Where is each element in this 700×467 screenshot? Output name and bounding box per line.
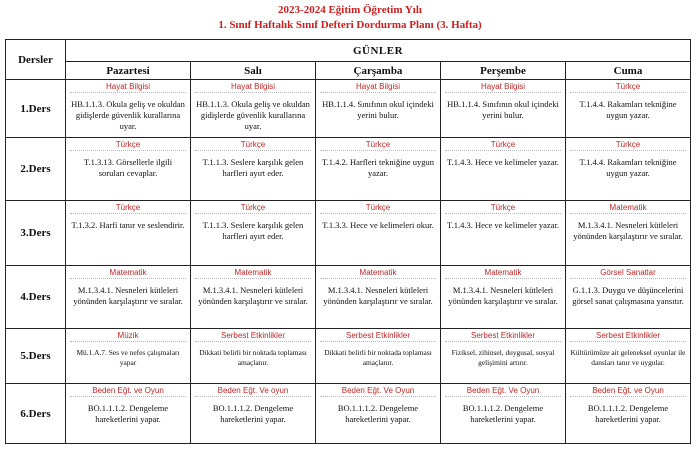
lesson-label: 5.Ders bbox=[6, 329, 66, 384]
subject-label: Türkçe bbox=[570, 138, 686, 151]
plan-title: 1. Sınıf Haftalık Sınıf Defteri Dordurma Planı (3. Hafta) bbox=[218, 19, 482, 31]
subject-label: Müzik bbox=[70, 329, 186, 342]
lesson-label: 3.Ders bbox=[6, 201, 66, 266]
subject-label: Matematik bbox=[195, 266, 311, 279]
lesson-cell bbox=[66, 266, 191, 329]
day-header-carsamba: Çarşamba bbox=[316, 62, 441, 80]
objective-text: T.1.4.2. Harfleri tekniğine uygun yazar. bbox=[322, 157, 434, 178]
objective-text: M.1.3.4.1. Nesneleri kütleleri yönünden karşılaştırır ve sıralar. bbox=[323, 285, 433, 306]
lesson-cell bbox=[441, 384, 566, 444]
subject-label: Matematik bbox=[320, 266, 436, 279]
schedule-table bbox=[5, 39, 691, 444]
objective-text: HB.1.1.3. Okula geliş ve okuldan gidişlerde güvenlik kurallarına uyar. bbox=[71, 99, 185, 131]
objective-text: BO.1.1.1.2. Dengeleme hareketlerini yapar. bbox=[462, 403, 544, 424]
objective-text: BO.1.1.1.2. Dengeleme hareketlerini yapar. bbox=[337, 403, 419, 424]
subject-label: Görsel Sanatlar bbox=[570, 266, 686, 279]
objective-text: HB.1.1.3. Okula geliş ve okuldan gidişlerde güvenlik kurallarına uyar. bbox=[196, 99, 310, 131]
lesson-cell bbox=[566, 138, 691, 201]
subject-label: Beden Eğt. Ve Oyun bbox=[320, 384, 436, 397]
lesson-label: 6.Ders bbox=[6, 384, 66, 444]
objective-text: G.1.1.3. Duygu ve düşüncelerini görsel sanat çalışmasına yansıtır. bbox=[572, 285, 684, 306]
lesson-row-6 bbox=[6, 384, 691, 444]
objective-text: BO.1.1.1.2. Dengeleme hareketlerini yapar. bbox=[87, 403, 169, 424]
subject-label: Matematik bbox=[445, 266, 561, 279]
lesson-label: 1.Ders bbox=[6, 80, 66, 138]
dersler-header: Dersler bbox=[6, 40, 66, 80]
objective-text: HB.1.1.4. Sınıfının okul içindeki yerini bulur. bbox=[322, 99, 434, 120]
lesson-cell bbox=[191, 138, 316, 201]
subject-label: Serbest Etkinlikler bbox=[195, 329, 311, 342]
subject-label: Serbest Etkinlikler bbox=[570, 329, 686, 342]
lesson-cell bbox=[191, 266, 316, 329]
lesson-row-3 bbox=[6, 201, 691, 266]
school-year-title: 2023-2024 Eğitim Öğretim Yılı bbox=[278, 4, 422, 16]
subject-label: Matematik bbox=[570, 201, 686, 214]
subject-label: Türkçe bbox=[320, 201, 436, 214]
lesson-cell bbox=[66, 329, 191, 384]
lesson-cell bbox=[441, 201, 566, 266]
subject-label: Hayat Bilgisi bbox=[320, 80, 436, 93]
objective-text: M.1.3.4.1. Nesneleri kütleleri yönünden karşılaştırır ve sıralar. bbox=[448, 285, 558, 306]
subject-label: Türkçe bbox=[70, 138, 186, 151]
day-header-cuma: Cuma bbox=[566, 62, 691, 80]
subject-label: Türkçe bbox=[195, 138, 311, 151]
lesson-cell bbox=[66, 201, 191, 266]
lesson-cell bbox=[566, 201, 691, 266]
lesson-cell bbox=[316, 138, 441, 201]
objective-text: T.1.4.4. Rakamları tekniğine uygun yazar. bbox=[579, 99, 677, 120]
lesson-cell bbox=[191, 201, 316, 266]
objective-text: HB.1.1.4. Sınıfının okul içindeki yerini bulur. bbox=[447, 99, 559, 120]
objective-text: M.1.3.4.1. Nesneleri kütleleri yönünden karşılaştırır ve sıralar. bbox=[573, 220, 683, 241]
lesson-cell bbox=[566, 266, 691, 329]
day-header-pazartesi: Pazartesi bbox=[66, 62, 191, 80]
subject-label: Türkçe bbox=[570, 80, 686, 93]
objective-text: T.1.1.3. Seslere karşılık gelen harfleri ayırt eder. bbox=[202, 220, 304, 241]
subject-label: Matematik bbox=[70, 266, 186, 279]
subject-label: Türkçe bbox=[70, 201, 186, 214]
objective-text: T.1.3.2. Harfi tanır ve seslendirir. bbox=[71, 220, 185, 230]
objective-text: Fiziksel, zihinsel, duygusal, sosyal gelişimini artırır. bbox=[451, 348, 555, 367]
subject-label: Beden Eğt. ve Oyun bbox=[70, 384, 186, 397]
objective-text: Dikkati belirli bir noktada toplaması amaçlanır. bbox=[324, 348, 432, 367]
lesson-row-1 bbox=[6, 80, 691, 138]
gunler-header: GÜNLER bbox=[66, 40, 691, 62]
subject-label: Beden Eğt. Ve Oyun bbox=[445, 384, 561, 397]
objective-text: T.1.4.3. Hece ve kelimeler yazar. bbox=[447, 220, 559, 230]
objective-text: T.1.3.13. Görsellerle ilgili soruları cevaplar. bbox=[83, 157, 173, 178]
lesson-cell bbox=[316, 80, 441, 138]
subject-label: Türkçe bbox=[445, 201, 561, 214]
objective-text: BO.1.1.1.2. Dengeleme hareketlerini yapar. bbox=[587, 403, 669, 424]
objective-text: M.1.3.4.1. Nesneleri kütleleri yönünden karşılaştırır ve sıralar. bbox=[73, 285, 183, 306]
subject-label: Türkçe bbox=[445, 138, 561, 151]
objective-text: Mü.1.A.7. Ses ve nefes çalışmaları yapar bbox=[76, 348, 180, 367]
lesson-cell bbox=[66, 138, 191, 201]
subject-label: Hayat Bilgisi bbox=[70, 80, 186, 93]
lesson-label: 4.Ders bbox=[6, 266, 66, 329]
lesson-cell bbox=[191, 384, 316, 444]
subject-label: Beden Eğt. Ve oyun bbox=[195, 384, 311, 397]
lesson-cell bbox=[441, 329, 566, 384]
subject-label: Hayat Bilgisi bbox=[195, 80, 311, 93]
lesson-label: 2.Ders bbox=[6, 138, 66, 201]
subject-label: Hayat Bilgisi bbox=[445, 80, 561, 93]
objective-text: Kültürümüze ait geleneksel oyunlar ile dansları tanır ve uygular. bbox=[570, 348, 686, 367]
subject-label: Türkçe bbox=[195, 201, 311, 214]
lesson-cell bbox=[566, 80, 691, 138]
objective-text: T.1.1.3. Seslere karşılık gelen harfleri ayırt eder. bbox=[202, 157, 304, 178]
objective-text: T.1.3.3. Hece ve kelimeleri okur. bbox=[322, 220, 434, 230]
lesson-cell bbox=[316, 329, 441, 384]
day-header-sali: Salı bbox=[191, 62, 316, 80]
lesson-cell bbox=[566, 384, 691, 444]
lesson-cell bbox=[316, 266, 441, 329]
lesson-row-5 bbox=[6, 329, 691, 384]
lesson-cell bbox=[66, 80, 191, 138]
lesson-cell bbox=[191, 80, 316, 138]
lesson-cell bbox=[441, 138, 566, 201]
subject-label: Serbest Etkinlikler bbox=[445, 329, 561, 342]
lesson-row-4 bbox=[6, 266, 691, 329]
lesson-cell bbox=[441, 80, 566, 138]
objective-text: T.1.4.3. Hece ve kelimeler yazar. bbox=[447, 157, 559, 167]
subject-label: Türkçe bbox=[320, 138, 436, 151]
lesson-cell bbox=[316, 201, 441, 266]
objective-text: Dikkati belirli bir noktada toplaması amaçlanır. bbox=[199, 348, 307, 367]
objective-text: BO.1.1.1.2. Dengeleme hareketlerini yapar. bbox=[212, 403, 294, 424]
lesson-cell bbox=[316, 384, 441, 444]
day-header-persembe: Perşembe bbox=[441, 62, 566, 80]
lesson-row-2 bbox=[6, 138, 691, 201]
objective-text: T.1.4.4. Rakamları tekniğine uygun yazar. bbox=[579, 157, 677, 178]
lesson-cell bbox=[441, 266, 566, 329]
lesson-cell bbox=[191, 329, 316, 384]
lesson-cell bbox=[66, 384, 191, 444]
subject-label: Beden Eğt. ve Oyun bbox=[570, 384, 686, 397]
subject-label: Serbest Etkinlikler bbox=[320, 329, 436, 342]
objective-text: M.1.3.4.1. Nesneleri kütleleri yönünden karşılaştırır ve sıralar. bbox=[198, 285, 308, 306]
lesson-cell bbox=[566, 329, 691, 384]
